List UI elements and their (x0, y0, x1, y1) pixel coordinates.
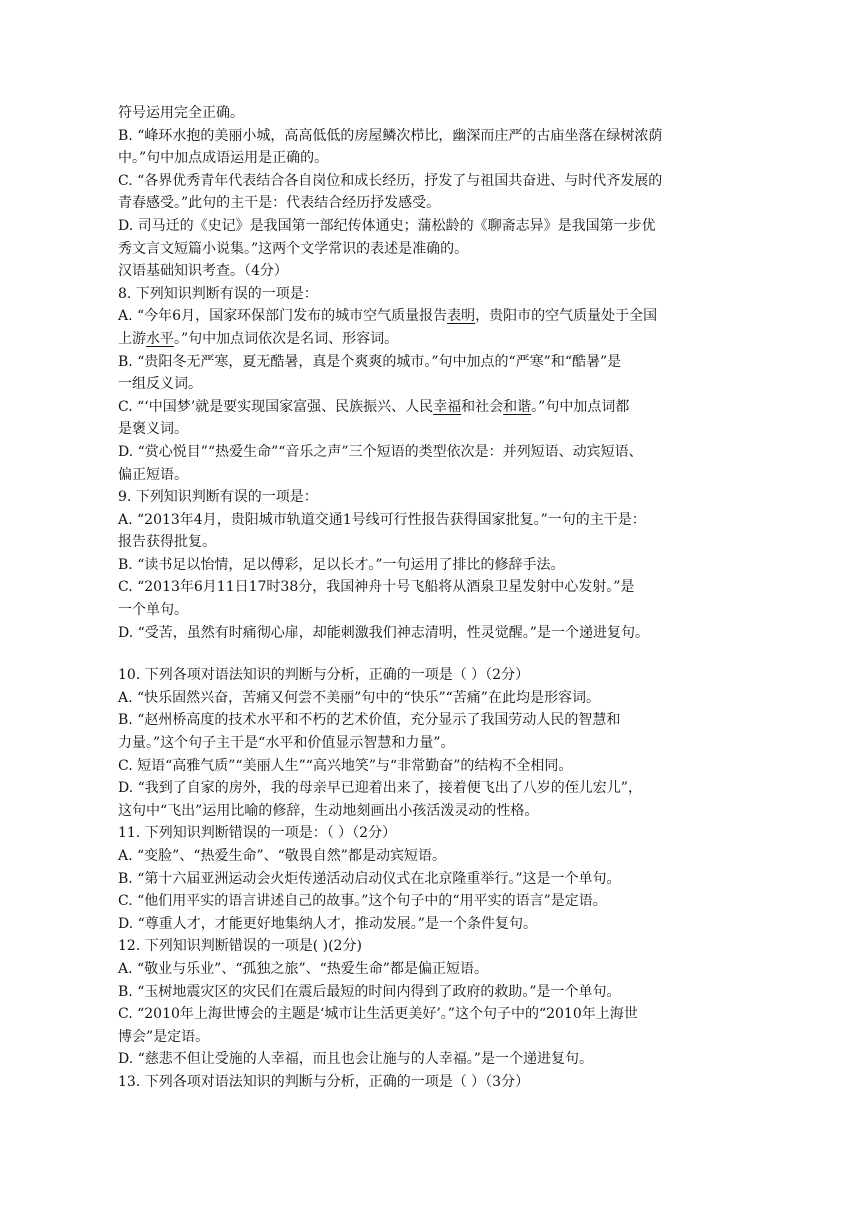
question-9-option-d: D. “受苦，虽然有时痛彻心扉，却能刺激我们神志清明，性灵觉醒。”是一个递进复句。 (118, 624, 649, 641)
question-12-option-b: B. “玉树地震灾区的灾民们在震后最短的时间内得到了政府的救助。”是一个单句。 (118, 983, 621, 1000)
text-line: 偏正短语。 (118, 466, 188, 483)
question-11-option-a: A. “变脸”、“热爱生命”、“敬畏自然”都是动宾短语。 (118, 848, 446, 864)
question-8-option-a (118, 305, 740, 328)
text-line: 一个单句。 (118, 602, 188, 619)
text-segment: ，贵阳市的空气质量处于全国 (475, 308, 658, 325)
question-12-option-a: A. “敬业与乐业”、“孤独之旅”、“热爱生命”都是偏正短语。 (118, 960, 488, 977)
question-12-stem: 12. 下列知识判断错误的一项是( )(2分) (118, 938, 362, 955)
text-line: 力量。”这个句子主干是“水平和价值显示智慧和力量”。 (118, 735, 455, 752)
underlined-word: 和谐 (503, 398, 532, 415)
text-line (118, 328, 740, 351)
underlined-word: 幸福 (433, 398, 462, 415)
question-11-option-b: B. “第十六届亚洲运动会火炬传递活动启动仪式在北京隆重举行。”这是一个单句。 (118, 870, 621, 887)
text-line: 这句中“飞出”运用比喻的修辞，生动地刻画出小孩活泼灵动的性格。 (118, 802, 539, 819)
text-line: 中。”句中加点成语运用是正确的。 (118, 150, 329, 167)
question-12-option-c: C. “2010年上海世博会的主题是‘城市让生活更美好’。”这个句子中的“2010年上海世 (118, 1006, 638, 1023)
text-line: D. 司马迁的《史记》是我国第一部纪传体通史；蒲松龄的《聊斋志异》是我国第一步优 (118, 217, 656, 234)
question-9-stem: 9. 下列知识判断有误的一项是： (118, 489, 318, 506)
question-13-stem: 13. 下列各项对语法知识的判断与分析，正确的一项是（ ）（3分） (118, 1073, 530, 1090)
question-10-stem: 10. 下列各项对语法知识的判断与分析，正确的一项是（ ）（2分） (118, 667, 530, 684)
text-segment: 上游 (118, 330, 146, 347)
question-8-option-c (118, 396, 740, 419)
question-9-option-b: B. “读书足以怡情，足以傅彩，足以长才。”一句运用了排比的修辞手法。 (118, 556, 565, 573)
text-segment: C. “‘中国梦’就是要实现国家富强、民族振兴、人民 (118, 398, 434, 415)
question-8-option-b: B. “贵阳冬无严寒，夏无酷暑，真是个爽爽的城市。”句中加点的“严寒”和“酷暑”是 (118, 353, 622, 370)
text-segment: 和社会 (461, 398, 504, 415)
question-10-option-c: C. 短语“高雅气质”“美丽人生”“高兴地笑”与“非常勤奋”的结构不全相同。 (118, 757, 573, 774)
question-9-option-c: C. “2013年6月11日17时38分，我国神舟十号飞船将从酒泉卫星发射中心发射。”是 (118, 579, 635, 596)
text-line: 博会”是定语。 (118, 1028, 210, 1045)
document-body (118, 102, 740, 1094)
text-line: C. “各界优秀青年代表结合各自岗位和成长经历，抒发了与祖国共奋进、与时代齐发展的 (118, 172, 663, 189)
question-10-option-d: D. “我到了自家的房外，我的母亲早已迎着出来了，接着便飞出了八岁的侄儿宏儿”， (118, 780, 642, 797)
text-segment: 。”句中加点词依次是名词、形容词。 (174, 330, 399, 347)
question-10-option-b: B. “赵州桥高度的技术水平和不朽的艺术价值，充分显示了我国劳动人民的智慧和 (118, 712, 621, 729)
question-11-option-d: D. “尊重人才，才能更好地集纳人才，推动发展。”是一个条件复句。 (118, 915, 537, 932)
text-segment: 。”句中加点词都 (531, 398, 630, 415)
section-heading: 汉语基础知识考查。（4分） (118, 263, 288, 280)
question-8-stem: 8. 下列知识判断有误的一项是： (118, 285, 318, 302)
text-line: 符号运用完全正确。 (118, 105, 244, 121)
text-line: 青春感受。”此句的主干是：代表结合经历抒发感受。 (118, 195, 441, 212)
underlined-word: 水平 (146, 330, 174, 347)
text-line: 报告获得批复。 (118, 534, 216, 551)
text-line: B. “峰环水抱的美丽小城，高高低低的房屋鳞次栉比，幽深而庄严的古庙坐落在绿树浓荫 (118, 127, 663, 144)
text-line: 是褒义词。 (118, 421, 188, 438)
question-11-option-c: C. “他们用平实的语言讲述自己的故事。”这个句子中的“用平实的语言”是定语。 (118, 893, 607, 910)
paragraph-gap (118, 644, 740, 664)
text-line: 一组反义词。 (118, 376, 202, 393)
question-8-option-d: D. “赏心悦目”“热爱生命”“音乐之声”三个短语的类型依次是：并列短语、动宾短语、 (118, 443, 643, 460)
question-9-option-a: A. “2013年4月，贵阳城市轨道交通1号线可行性报告获得国家批复。”一句的主干是： (118, 511, 646, 528)
text-segment: A. “今年6月，国家环保部门发布的城市空气质量报告 (118, 308, 448, 325)
question-10-option-a: A. “快乐固然兴奋，苦痛又何尝不美丽”句中的“快乐”“苦痛”在此均是形容词。 (118, 689, 600, 706)
underlined-word: 表明 (447, 308, 476, 325)
question-12-option-d: D. “慈悲不但让受施的人幸福，而且也会让施与的人幸福。”是一个递进复句。 (118, 1051, 593, 1068)
text-line: 秀文言文短篇小说集。”这两个文学常识的表述是准确的。 (118, 240, 469, 257)
question-11-stem: 11. 下列知识判断错误的一项是：（ ）（2分） (118, 825, 397, 842)
